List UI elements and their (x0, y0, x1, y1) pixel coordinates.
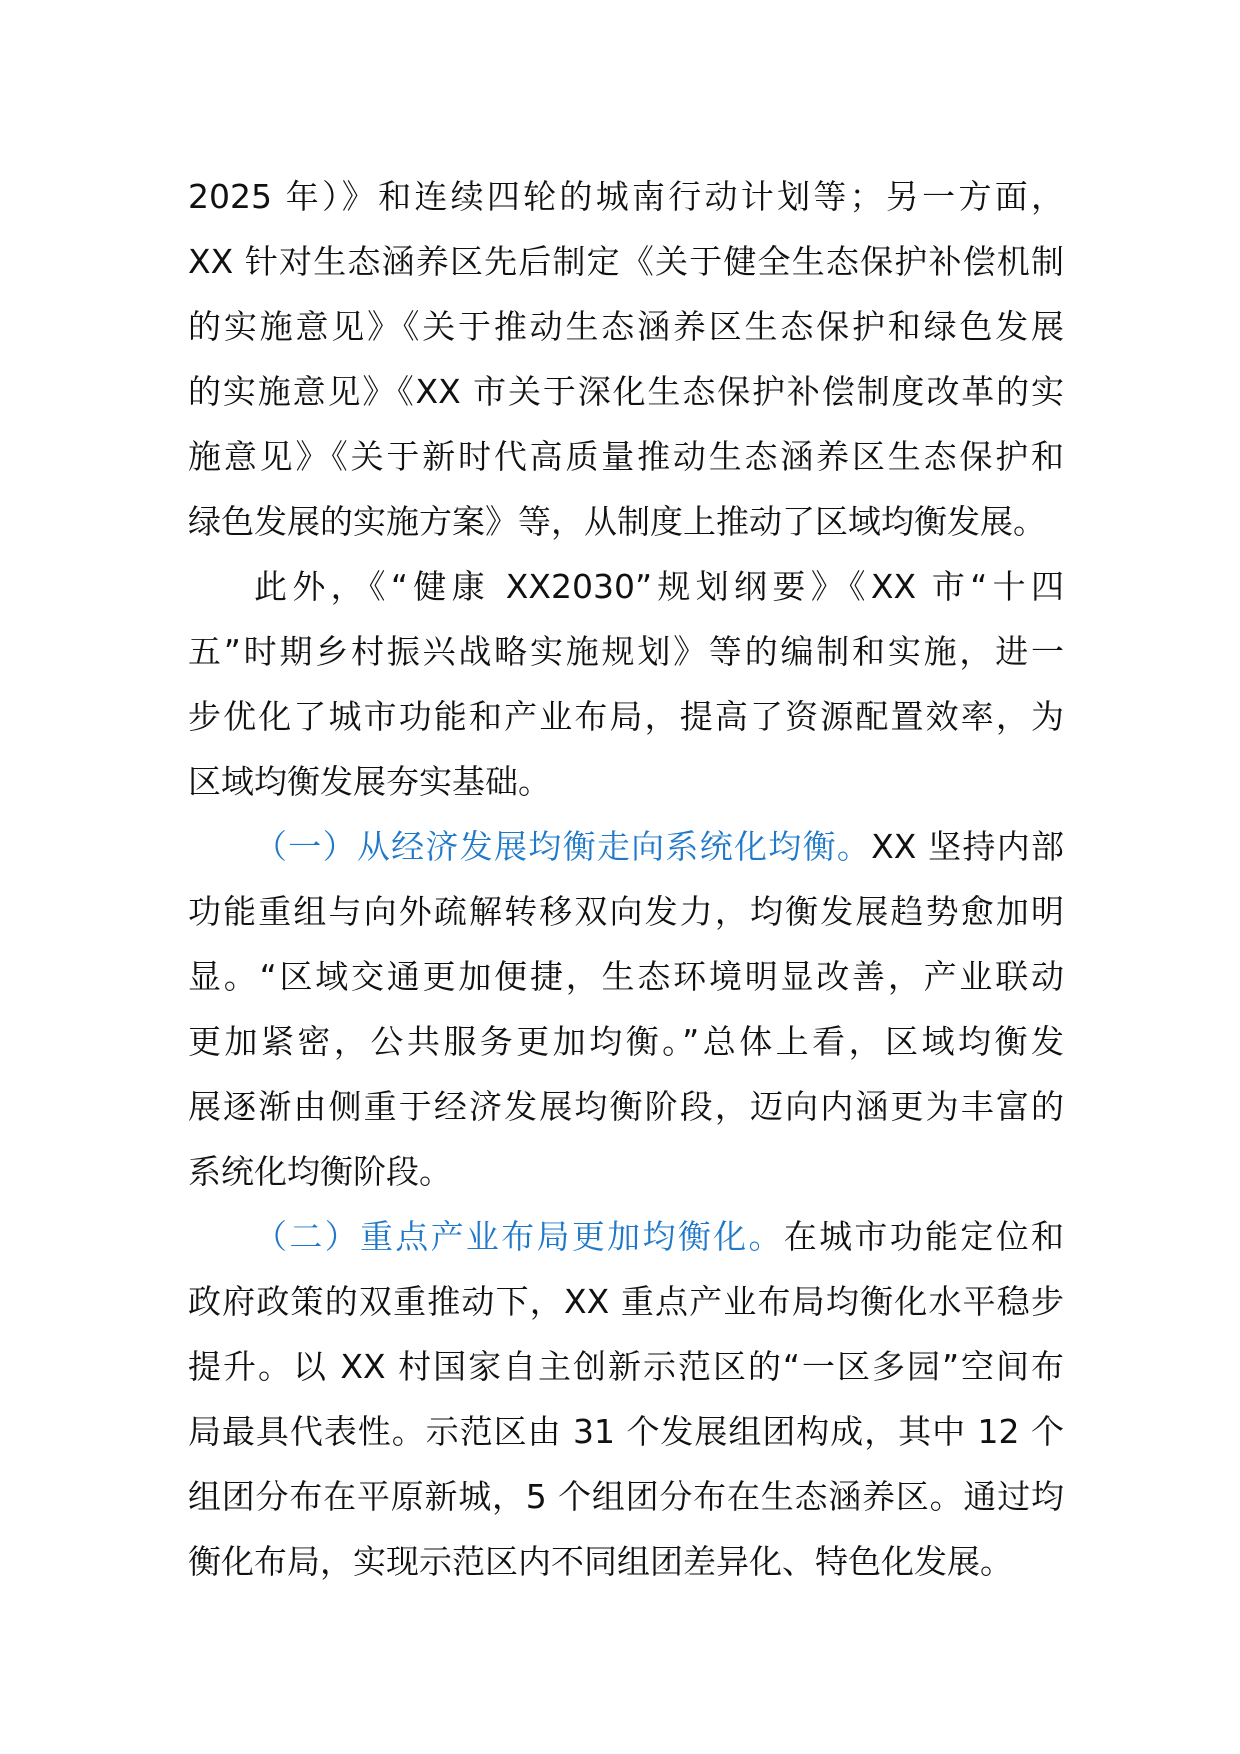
text-line: 步优化了城市功能和产业布局，提高了资源配置效率，为 (188, 697, 1064, 736)
text-line: 区域均衡发展夯实基础。 (188, 762, 551, 801)
text-line: 更加紧密，公共服务更加均衡。”总体上看，区域均衡发 (188, 1022, 1064, 1061)
text-line (188, 1204, 1064, 1269)
paragraph-planning (188, 554, 1064, 814)
paragraph-industry-layout (188, 1204, 1064, 1594)
text-line: XX 针对生态涵养区先后制定《关于健全生态保护补偿机制 (188, 242, 1064, 281)
text-line: 2025 年）》和连续四轮的城南行动计划等；另一方面， (188, 177, 1064, 216)
section-heading-2: （二）重点产业布局更加均衡化。 (254, 1217, 784, 1256)
text-line: 功能重组与向外疏解转移双向发力，均衡发展趋势愈加明 (188, 892, 1064, 931)
heading-line-rest: XX 坚持内部 (871, 827, 1064, 866)
text-line: 显。“区域交通更加便捷，生态环境明显改善，产业联动 (188, 957, 1064, 996)
text-line: 系统化均衡阶段。 (188, 1152, 452, 1191)
text-line: 衡化布局，实现示范区内不同组团差异化、特色化发展。 (188, 1542, 1013, 1581)
section-heading-1: （一）从经济发展均衡走向系统化均衡。 (254, 827, 872, 866)
text-line (188, 814, 1064, 879)
text-line: 提升。以 XX 村国家自主创新示范区的“一区多园”空间布 (188, 1347, 1064, 1386)
text-line: 的实施意见》《关于推动生态涵养区生态保护和绿色发展 (188, 307, 1064, 346)
text-line: 的实施意见》《XX 市关于深化生态保护补偿制度改革的实 (188, 372, 1064, 411)
text-line: 展逐渐由侧重于经济发展均衡阶段，迈向内涵更为丰富的 (188, 1087, 1064, 1126)
document-body (188, 164, 1064, 1594)
text-line: 五”时期乡村振兴战略实施规划》等的编制和实施，进一 (188, 632, 1064, 671)
paragraph-systematic-balance (188, 814, 1064, 1204)
text-line: 组团分布在平原新城，5 个组团分布在生态涵养区。通过均 (188, 1477, 1064, 1516)
text-line: 绿色发展的实施方案》等，从制度上推动了区域均衡发展。 (188, 502, 1046, 541)
text-line: 此外，《“健康 XX2030”规划纲要》《XX 市“十四 (254, 567, 1064, 606)
text-line: 局最具代表性。示范区由 31 个发展组团构成，其中 12 个 (188, 1412, 1064, 1451)
text-line: 施意见》《关于新时代高质量推动生态涵养区生态保护和 (188, 437, 1064, 476)
paragraph-policy-list (188, 164, 1064, 554)
heading-line-rest: 在城市功能定位和 (783, 1217, 1065, 1256)
text-line: 政府政策的双重推动下，XX 重点产业布局均衡化水平稳步 (188, 1282, 1064, 1321)
